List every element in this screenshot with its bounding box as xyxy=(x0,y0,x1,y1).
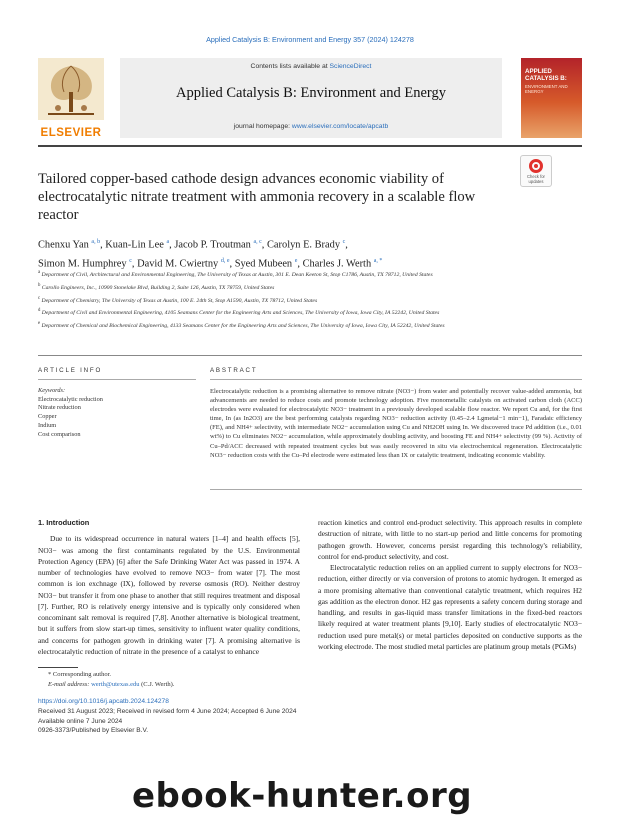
journal-cover-thumbnail[interactable] xyxy=(521,58,582,138)
check-for-updates-button[interactable] xyxy=(520,155,552,187)
email-line xyxy=(48,680,308,690)
author-affil-marker[interactable]: a, * xyxy=(373,258,383,265)
abstract-bottom-divider xyxy=(210,489,582,490)
email-suffix: (C.J. Werth). xyxy=(139,681,175,688)
email-label: E-mail address: xyxy=(48,681,92,688)
author-name[interactable]: Syed Mubeen xyxy=(234,258,293,270)
author-list xyxy=(38,234,582,273)
keywords-label: Keywords: xyxy=(38,387,66,394)
affiliation-item: $^c$ Department of Chemistry, The University of Texas at Austin, 100 E. 24th St, Stop A1590, Austin, TX 78712, United States xyxy=(38,295,318,304)
corresponding-author-footnote xyxy=(48,670,308,690)
author-affil-marker[interactable]: a, b xyxy=(91,239,101,245)
author-name[interactable]: Jacob P. Troutman xyxy=(174,239,251,251)
author-name[interactable]: Kuan-Lin Lee xyxy=(105,239,164,251)
contents-available xyxy=(120,63,502,70)
journal-header xyxy=(38,58,582,138)
affiliation-item: $^a$ Department of Civil, Architectural and Environmental Engineering, The University of Texas at Austin, 301 E. Dean Keeton St, Stop C1786, Austin, TX 78712, United States xyxy=(38,270,433,278)
author-affil-marker[interactable]: a, c xyxy=(253,239,262,245)
publisher-logo-text: ELSEVIER xyxy=(40,127,102,139)
cover-title: APPLIED CATALYSIS B: xyxy=(525,68,567,82)
affiliations-divider xyxy=(38,355,582,356)
journal-masthead xyxy=(120,58,502,138)
check-updates-label: Check for updates xyxy=(527,174,545,184)
publication-info xyxy=(38,697,338,736)
author-email-link[interactable]: werth@utexas.edu xyxy=(91,681,140,688)
keyword-item: Indium xyxy=(38,421,57,429)
corresponding-label: * Corresponding author. xyxy=(48,671,112,678)
watermark: ebook-hunter.org xyxy=(132,776,473,816)
article-title: Tailored copper-based cathode design advances economic viability of electrocatalytic nitrate treatment with ammonia recovery in a scalable flow reactor xyxy=(38,171,476,223)
body-column-right xyxy=(318,517,582,652)
abstract-heading: ABSTRACT xyxy=(210,367,258,374)
header-divider xyxy=(38,145,582,147)
author-name[interactable]: Simon M. Humphrey xyxy=(38,258,127,270)
footnote-divider xyxy=(38,667,78,668)
available-online: Available online 7 June 2024 xyxy=(38,717,123,725)
affiliation-item: $^d$ Department of Civil and Environmental Engineering, 4105 Seamans Center for the Engineering Arts and Sciences, The University of Iowa, Iowa City, IA 52242, United States xyxy=(38,308,440,317)
contents-prefix: Contents lists available at xyxy=(250,63,330,70)
homepage-link[interactable]: www.elsevier.com/locate/apcatb xyxy=(291,123,389,130)
sciencedirect-link[interactable]: ScienceDirect xyxy=(329,63,372,70)
elsevier-tree-icon xyxy=(38,58,104,120)
abstract-divider xyxy=(210,379,582,380)
elsevier-logo xyxy=(38,58,104,138)
cover-subtitle: ENVIRONMENT AND ENERGY xyxy=(525,84,568,94)
journal-citation[interactable]: Applied Catalysis B: Environment and Energy 357 (2024) 124278 xyxy=(206,35,414,44)
affiliations xyxy=(38,269,582,333)
author-name[interactable]: David M. Cwiertny xyxy=(137,258,219,270)
check-updates-icon xyxy=(529,159,543,173)
journal-title: Applied Catalysis B: Environment and Energy xyxy=(176,85,446,101)
body-column-left xyxy=(38,517,300,657)
article-info-divider xyxy=(38,379,196,380)
author-name[interactable]: Charles J. Werth xyxy=(302,258,372,270)
author-line-2: Simon M. Humphrey $^c$, David M. Cwiertny $^{d, e}$, Syed Mubeen $^e$, Charles J. Werth $^{a, *}$ xyxy=(38,258,383,270)
keyword-item: Nitrate reduction xyxy=(38,404,81,412)
author-affil-marker[interactable]: e xyxy=(294,258,298,265)
keyword-item: Electrocatalytic reduction xyxy=(38,395,103,403)
article-info-heading: ARTICLE INFO xyxy=(38,367,103,374)
author-affil-marker[interactable]: d, e xyxy=(220,258,230,265)
issn-line: 0926-3373/Published by Elsevier B.V. xyxy=(38,727,149,735)
body-paragraph: Electrocatalytic reduction relies on an applied current to supply electrons for NO3− reduction, either directly or via conversion of protons to atomic hydrogen. It emerged as a more promising alternative than conventional catalytic treatment, which requires H2 gas addition as the electron donor. H2 gas represents a safety concern during storage and handling, and results in gas-liquid mass transfer limitations in the fixed-bed reactors likely required at water treatment plants [9,10]. Early studies of electrocatalytic NO3− reduction used pure metal(s) or metal particles deposited on conductive supports as the working electrode. The most studied metal particles are platinum group metals (PGMs) xyxy=(318,563,582,651)
affiliation-item: $^b$ Carollo Engineers, Inc., 10900 Stonelake Blvd, Building 2, Suite 126, Austin, TX 78759, United States xyxy=(38,282,275,291)
keyword-item: Copper xyxy=(38,413,57,421)
body-paragraph: reaction kinetics and control end-product selectivity. This approach results in complete destruction of nitrate, with little to no start-up period and little concerns for promoting pathogen growth. However, concerns persist regarding this technology's reliability, control for end-product selectivity, and cost. xyxy=(318,518,582,561)
received-dates: Received 31 August 2023; Received in revised form 4 June 2024; Accepted 6 June 2024 xyxy=(38,707,297,715)
keyword-item: Cost comparison xyxy=(38,430,81,438)
author-affil-marker[interactable]: a xyxy=(166,239,170,245)
journal-homepage xyxy=(120,123,502,130)
author-line-1: Chenxu Yan $^{a, b}$, Kuan-Lin Lee $^a$, Jacob P. Troutman $^{a, c}$, Carolyn E. Brady $^c$, xyxy=(38,239,348,251)
author-affil-marker[interactable]: c xyxy=(342,239,346,245)
section-heading-introduction: 1. Introduction xyxy=(38,518,90,527)
affiliation-item: $^e$ Department of Chemical and Biochemical Engineering, 4133 Seamans Center for the Engineering Arts and Sciences, The University of Iowa, Iowa City, IA 52242, United States xyxy=(38,321,445,330)
author-affil-marker[interactable]: c xyxy=(129,258,132,265)
body-paragraph: Due to its widespread occurrence in natural waters [1–4] and health effects [5], NO3− was among the first contaminants regulated by the U.S. Environmental Protection Agency (EPA) [6] after the Safe Drinking Water Act was passed in 1974. A number of technologies have evolved to remove NO3− from water [7]. The most common is ion exchnage (IX), followed by reverse osmosis (RO). Neither destroy NO3− but transfer it from one phase to another that still requires treatment and disposal [7]. Further, RO is relatively energy intensive and is typically only considered when concominant salt removal is required [7,8]. Another alternative is biological treatment, but it suffers from slow start-up times, sensitivity to influent water quality conditions, and concerns for pathogen growth in drinking water [7]. A promising alternative is electrocatalytic reduction of nitrate in the presence of a catalyst to enhance xyxy=(38,534,300,656)
author-name[interactable]: Chenxu Yan xyxy=(38,239,89,251)
author-name[interactable]: Carolyn E. Brady xyxy=(267,239,341,251)
abstract-text: Electrocatalytic reduction is a promising alternative to remove nitrate (NO3−) from water and potentially recover value-added ammonia, but advancements are needed to reduce costs and promote technology adoption. Five monometallic catalysts on activated carbon cloth (ACC) electrodes were evaluated for electrocatalytic NO3− treatment in a previously developed scalable flow reactor. We report Cu and, for the first time, In (as In2O3) are the best performing catalysts regarding NO3− reduction activity (0.45–2.4 Lgmetal−1 min−1), Faradaic efficiency (FE), and NH4+ selectivity, with intermediate NO2− accumulation using Cu and NH2OH using In. We discovered trace Pd addition (i.e., 0.01 wt%) to Cu eliminates NO2− accumulation, while approximately doubling activity, and boosting FE and NH4+ selectivity (99 %). Activity of Cu–Pd/ACC decreased with repeated treatment cycles but was easily recovered in situ via electrochemical regeneration. Electrocatalytic NO3− reduction costs with the Cu–Pd electrode were estimated less than IX or catalytic treatment, indicating economic viability. xyxy=(210,388,582,459)
homepage-prefix: journal homepage: xyxy=(233,123,292,130)
keywords-block xyxy=(38,387,198,439)
doi-link[interactable]: https://doi.org/10.1016/j.apcatb.2024.124278 xyxy=(38,698,169,705)
